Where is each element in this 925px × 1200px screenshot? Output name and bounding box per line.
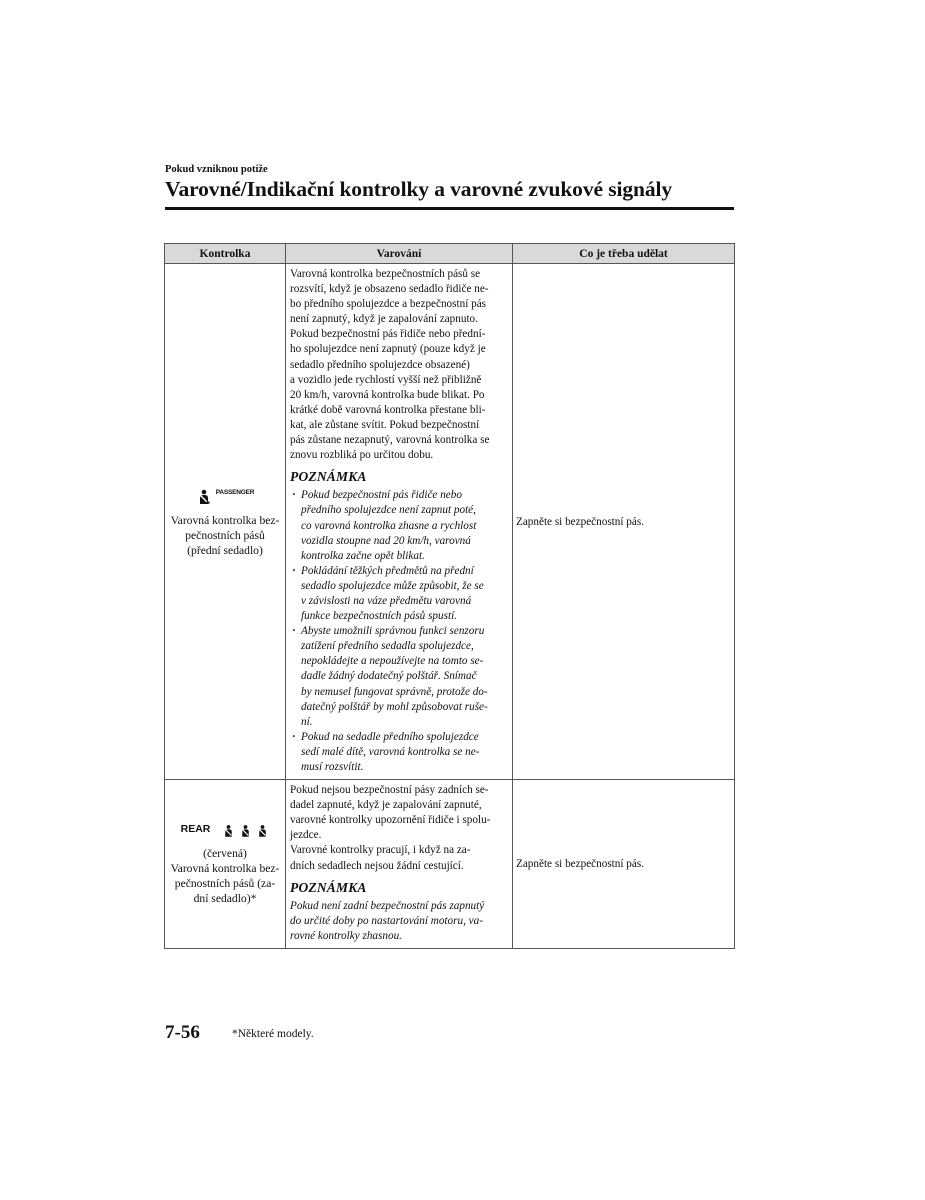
warning-line: Pokud bezpečnostní pás řidiče nebo přední- — [290, 328, 486, 341]
warning-cell — [286, 780, 513, 949]
note-line: Pokud není zadní bezpečnostní pás zapnutý — [290, 899, 485, 912]
breadcrumb: Pokud vzniknou potíže — [165, 164, 268, 175]
warning-line: bo předního spolujezdce a bezpečnostní pás — [290, 298, 487, 311]
warning-line: Pokud nejsou bezpečnostní pásy zadních se- — [290, 784, 489, 797]
warning-line: dních sedadlech nejsou žádní cestující. — [290, 859, 464, 872]
note-line: v závislosti na váze předmětu varovná — [301, 594, 472, 607]
note-line: zatížení předního sedadla spolujezdce, — [301, 640, 474, 653]
warning-line: sedadlo předního spolujezdce obsazené) — [290, 358, 470, 371]
note-item — [290, 488, 509, 563]
warning-line: kat, ale zůstane svítit. Pokud bezpečnostní — [290, 418, 480, 431]
note-list — [290, 488, 509, 775]
note-line: · Pokud bezpečnostní pás řidiče nebo — [301, 489, 462, 502]
footnote: *Některé modely. — [232, 1028, 314, 1040]
warning-text — [290, 783, 509, 874]
warning-cell — [286, 264, 513, 780]
note-line: co varovná kontrolka zhasne a rychlost — [301, 519, 477, 532]
indicator-label-line: (přední sedadlo) — [187, 544, 263, 558]
warning-line: dadel zapnuté, když je zapalování zapnuté, — [290, 799, 482, 812]
rear-label: REAR — [180, 823, 211, 836]
seatbelt-rear-left-icon — [222, 824, 235, 842]
indicator-label-line: dní sedadlo)* — [193, 892, 257, 906]
column-header-action: Co je třeba udělat — [513, 244, 735, 264]
note-line: · Pokud na sedadle předního spolujezdce — [301, 730, 479, 743]
note-line: datečný polštář by mohl způsobovat ruše- — [301, 700, 488, 713]
indicator-label-line: pečnostních pásů — [185, 529, 265, 543]
warning-line: 20 km/h, varovná kontrolka bude blikat. Po — [290, 388, 485, 401]
passenger-label: PASSENGER — [215, 489, 255, 497]
column-header-indicator: Kontrolka — [165, 244, 286, 264]
table-header-row — [165, 244, 735, 264]
warning-line: rozsvítí, když je obsazeno sedadlo řidiče ne- — [290, 283, 489, 296]
indicator-cell — [165, 264, 286, 780]
indicator-icon-group — [168, 822, 282, 842]
warning-line: krátké době varovná kontrolka přestane bli- — [290, 403, 486, 416]
page-title: Varovné/Indikační kontrolky a varovné zvukové signály — [165, 177, 673, 201]
note-line: musí rozsvítit. — [301, 761, 364, 773]
action-cell: Zapněte si bezpečnostní pás. — [513, 780, 735, 949]
indicator-label-line: Varovná kontrolka bez- — [170, 862, 280, 876]
note-item — [290, 624, 509, 730]
page-number: 7-56 — [165, 1022, 200, 1043]
warning-line: není zapnutý, když je zapalování zapnuto. — [290, 313, 478, 326]
note-line: dadle žádný dodatečný polštář. Snímač — [301, 670, 477, 683]
column-header-warning: Varování — [286, 244, 513, 264]
seatbelt-passenger-icon — [196, 489, 212, 509]
note-item — [290, 730, 509, 775]
seatbelt-rear-center-icon — [239, 824, 252, 842]
title-divider — [165, 207, 734, 210]
warning-lights-table — [164, 243, 735, 949]
note-line: · Abyste umožnili správnou funkci senzoru — [301, 625, 485, 638]
note-heading: POZNÁMKA — [290, 469, 367, 485]
warning-line: Varovná kontrolka bezpečnostních pásů se — [290, 268, 481, 280]
note-line: · Pokládání těžkých předmětů na přední — [301, 564, 474, 577]
note-line: rovné kontrolky zhasnou. — [290, 929, 402, 942]
warning-line: Varovné kontrolky pracují, i když na za- — [290, 844, 471, 857]
table-row — [165, 264, 735, 780]
action-cell: Zapněte si bezpečnostní pás. — [513, 264, 735, 780]
seatbelt-rear-right-icon — [256, 824, 269, 842]
note-line: do určité doby po nastartování motoru, va- — [290, 914, 483, 927]
warning-line: a vozidlo jede rychlostí vyšší než přibližně — [290, 373, 482, 386]
note-line: sedí malé dítě, varovná kontrolka se ne- — [301, 745, 480, 758]
warning-text — [290, 267, 509, 463]
warning-line: znovu rozbliká po určitou dobu. — [290, 449, 434, 462]
table-row — [165, 780, 735, 949]
note-line: vozidla stoupne nad 20 km/h, varovná — [301, 534, 471, 547]
note-line: předního spolujezdce není zapnut poté, — [301, 504, 476, 517]
note-line: nepokládejte a nepoužívejte na tomto se- — [301, 655, 484, 668]
warning-line: ho spolujezdce není zapnutý (pouze když je — [290, 343, 486, 356]
note-line: funkce bezpečnostních pásů spustí. — [301, 610, 457, 623]
note-item — [290, 564, 509, 624]
note-line: ní. — [301, 715, 313, 728]
warning-line: varovné kontrolky upozornění řidiče i spolu- — [290, 814, 491, 827]
note-line: kontrolka začne opět blikat. — [301, 549, 425, 562]
note-line: by nemusel fungovat správně, protože do- — [301, 685, 488, 698]
indicator-cell — [165, 780, 286, 949]
indicator-label-line: (červená) — [203, 847, 247, 861]
note-heading: POZNÁMKA — [290, 879, 367, 895]
warning-line: jezdce. — [290, 829, 322, 842]
note-line: sedadlo spolujezdce může způsobit, že se — [301, 579, 484, 592]
indicator-label-line: pečnostních pásů (za- — [174, 877, 276, 891]
indicator-label-line: Varovná kontrolka bez- — [170, 514, 280, 528]
warning-line: pás zůstane nezapnutý, varovná kontrolka se — [290, 434, 490, 447]
indicator-icon-group — [168, 485, 282, 509]
note-text — [290, 899, 509, 944]
